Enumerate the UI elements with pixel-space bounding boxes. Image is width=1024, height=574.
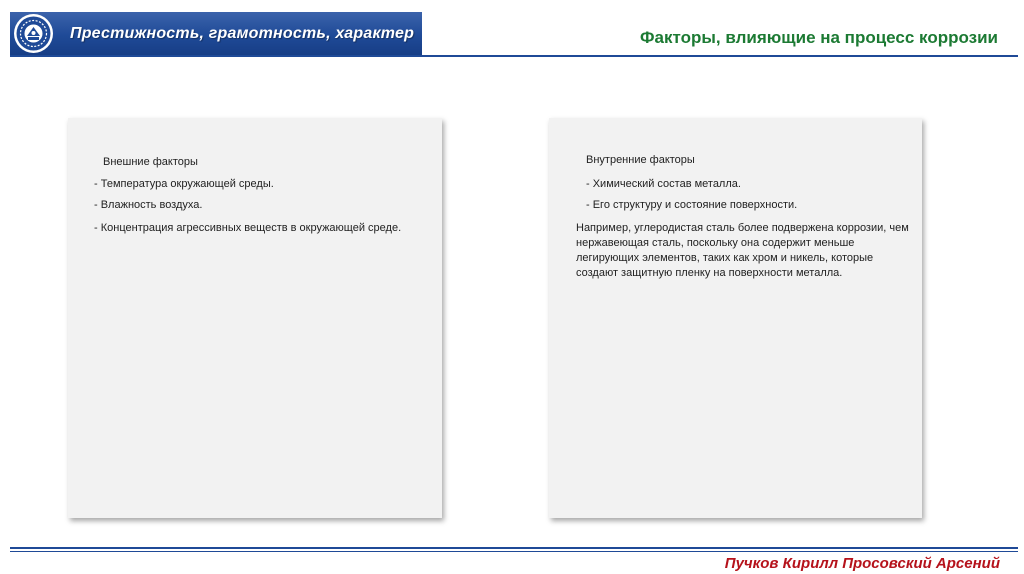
internal-factors-panel [549,118,922,518]
university-emblem-icon [13,13,54,54]
external-factors-heading: Внешние факторы [103,156,198,168]
footer-divider [10,547,1018,549]
slide-title: Факторы, влияющие на процесс коррозии [640,28,998,47]
internal-factor-item: - Химический состав металла. [586,178,741,190]
header-banner [10,12,422,55]
internal-factors-heading: Внутренние факторы [586,154,695,166]
footer-authors: Пучков Кирилл Просовский Арсений [724,555,1000,572]
footer-divider-thin [10,551,1018,552]
external-factor-item: - Концентрация агрессивных веществ в окружающей среде. [94,222,402,234]
internal-factor-item: - Его структуру и состояние поверхности. [586,199,798,211]
internal-factors-example: Например, углеродистая сталь более подвержена коррозии, чем нержавеющая сталь, поскольку она содержит меньше легирующих элементов, таких как хром и никель, которые создают защитную пленку на поверхности металла. [576,222,909,279]
external-factor-item: - Температура окружающей среды. [94,178,274,190]
external-factor-item: - Влажность воздуха. [94,199,203,211]
header-motto: Престижность, грамотность, характер [70,25,415,42]
external-factors-panel [68,118,442,518]
header-divider [10,55,1018,57]
